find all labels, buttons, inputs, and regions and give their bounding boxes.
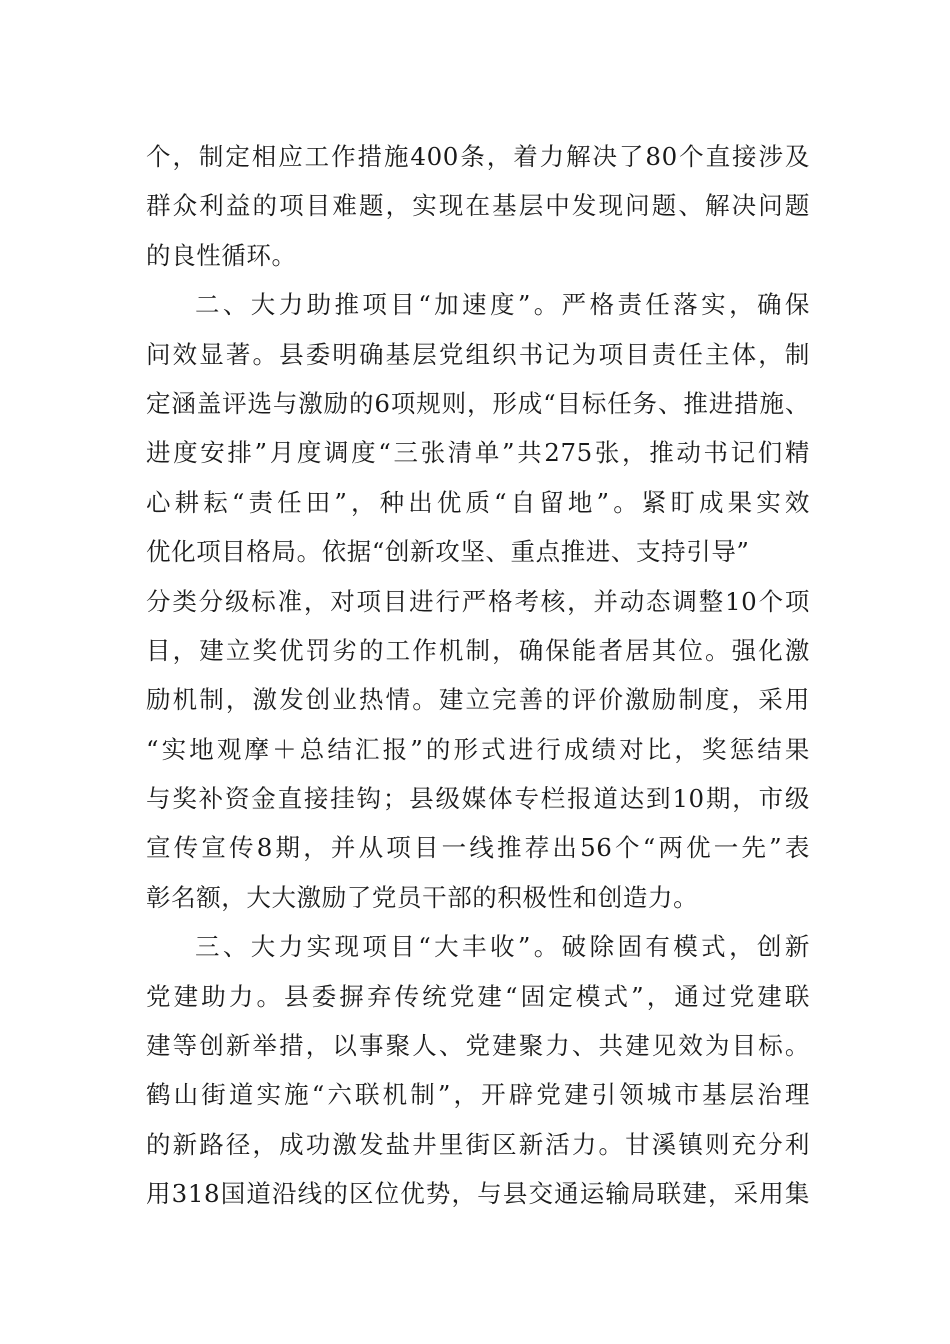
text-line: 进度安排”月度调度“三张清单”共275张，推动书记们精 [146, 438, 810, 468]
text-line: 的新路径，成功激发盐井里街区新活力。甘溪镇则充分利 [146, 1129, 810, 1159]
text-line: 优化项目格局。依据“创新攻坚、重点推进、支持引导” [146, 537, 750, 567]
text-line: 群众利益的项目难题，实现在基层中发现问题、解决问题 [146, 191, 810, 221]
text-line: 用318国道沿线的区位优势，与县交通运输局联建，采用集 [146, 1179, 810, 1209]
text-line: 鹤山街道实施“六联机制”，开辟党建引领城市基层治理 [146, 1080, 810, 1110]
text-line: “实地观摩＋总结汇报”的形式进行成绩对比，奖惩结果 [146, 734, 810, 764]
text-line: 励机制，激发创业热情。建立完善的评价激励制度，采用 [146, 685, 810, 715]
text-line: 党建助力。县委摒弃传统党建“固定模式”，通过党建联 [146, 981, 810, 1011]
body-text [146, 132, 810, 1219]
section-2-heading-line: 二、大力助推项目“加速度”。严格责任落实，确保 [195, 290, 810, 320]
text-line: 宣传宣传8期，并从项目一线推荐出56个“两优一先”表 [146, 833, 810, 863]
text-line: 目，建立奖优罚劣的工作机制，确保能者居其位。强化激 [146, 635, 810, 665]
section-3-heading-line: 三、大力实现项目“大丰收”。破除固有模式，创新 [195, 932, 810, 962]
text-line: 与奖补资金直接挂钩；县级媒体专栏报道达到10期，市级 [146, 784, 810, 814]
text-line: 问效显著。县委明确基层党组织书记为项目责任主体，制 [146, 339, 810, 369]
text-line: 的良性循环。 [146, 240, 297, 270]
text-line: 定涵盖评选与激励的6项规则，形成“目标任务、推进措施、 [146, 388, 810, 418]
text-line: 个，制定相应工作措施400条，着力解决了80个直接涉及 [146, 142, 810, 171]
text-line: 分类分级标准，对项目进行严格考核，并动态调整10个项 [146, 586, 810, 616]
text-line: 建等创新举措，以事聚人、党建聚力、共建见效为目标。 [146, 1031, 810, 1061]
text-line: 彰名额，大大激励了党员干部的积极性和创造力。 [146, 882, 699, 912]
text-line: 心耕耘“责任田”，种出优质“自留地”。紧盯成果实效 [146, 487, 810, 517]
